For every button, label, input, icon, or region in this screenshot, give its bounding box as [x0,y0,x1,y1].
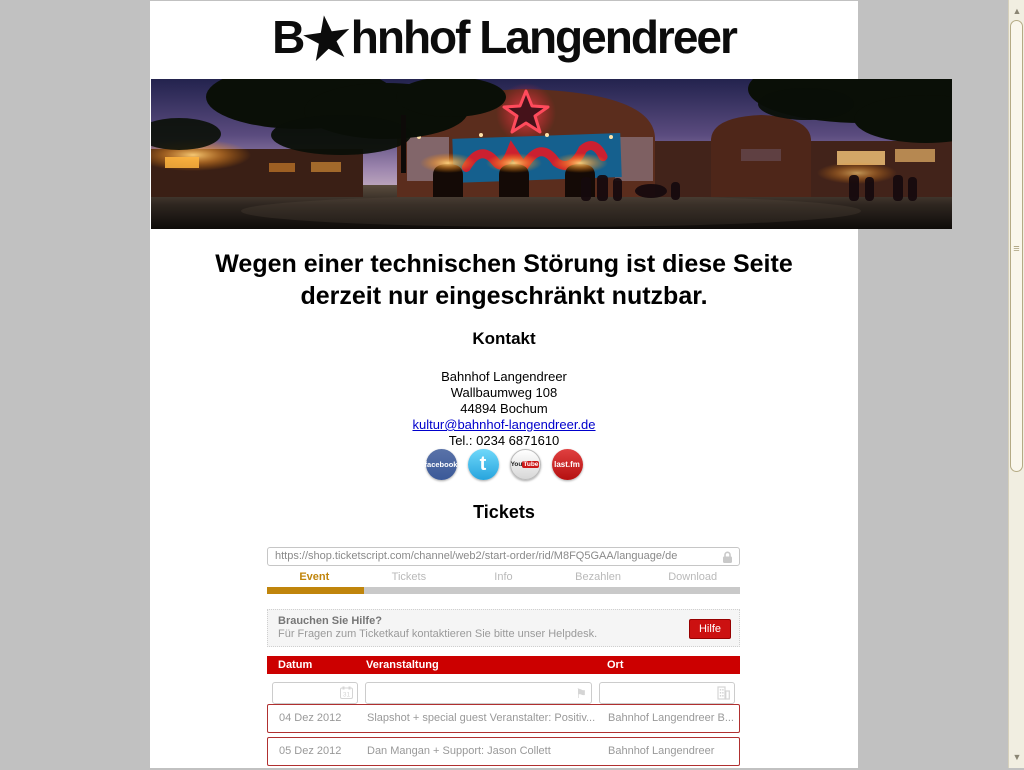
event-filter-input[interactable] [366,683,591,703]
event-row-ort: Bahnhof Langendreer B... [608,712,734,724]
calendar-icon [340,686,353,702]
facebook-icon[interactable] [426,449,457,480]
scrollbar-thumb[interactable] [1010,20,1023,472]
youtube-icon-you: You [510,461,523,468]
filter-row [267,682,740,704]
maintenance-notice [150,248,858,312]
logo-text-prefix: B [272,11,304,63]
scroll-up-icon[interactable]: ▲ [1012,6,1022,16]
help-text: Für Fragen zum Ticketkauf kontaktieren Sie bitte unser Helpdesk. [278,628,598,640]
notice-line-1: Wegen einer technischen Störung ist diese Seite [215,250,793,278]
youtube-icon[interactable] [510,449,541,480]
notice-line-2: derzeit nur eingeschränkt nutzbar. [300,282,708,310]
site-logo [150,5,858,73]
date-filter-field[interactable] [272,682,358,704]
tab-tickets[interactable]: Tickets [391,571,427,583]
lastfm-icon-label: last.fm [554,460,580,469]
logo-star-icon: ★ [299,5,355,73]
venue-street: Wallbaumweg 108 [450,385,558,400]
ort-filter-field[interactable] [599,682,735,704]
tab-bezahlen[interactable]: Bezahlen [575,571,622,583]
tab-info[interactable]: Info [494,571,513,583]
twitter-icon-glyph: t [479,453,487,475]
kontakt-heading: Kontakt [472,329,536,348]
events-table-header [267,656,740,674]
event-row-date: 04 Dez 2012 [279,712,342,724]
twitter-icon[interactable] [468,449,499,480]
logo-text-suffix: hnhof Langendreer [350,11,736,63]
step-progress-fill [267,587,364,594]
tab-download[interactable]: Download [668,571,718,583]
ticketscript-widget [267,547,740,770]
help-box [267,609,740,647]
facebook-icon-label: facebook [424,460,458,469]
event-row-title: Slapshot + special guest Veranstalter: Positiv... [367,712,596,724]
widget-url-text: https://shop.ticketscript.com/channel/web2/start-order/rid/M8FQ5GAA/language/de [275,550,678,562]
event-row-date: 05 Dez 2012 [279,745,342,757]
venue-city: 44894 Bochum [460,401,548,416]
venue-phone: Tel.: 0234 6871610 [448,433,560,448]
widget-step-tabs [267,570,740,584]
tickets-heading: Tickets [473,502,535,522]
event-filter-field[interactable] [365,682,592,704]
scroll-down-icon[interactable]: ▼ [1012,752,1022,762]
social-icons-row [150,449,858,480]
step-progress-bar [267,587,740,594]
widget-url-bar[interactable] [267,547,740,566]
svg-text:31: 31 [342,691,351,699]
event-row-ort: Bahnhof Langendreer [608,745,715,757]
header-veranstaltung: Veranstaltung [366,659,439,671]
help-title: Brauchen Sie Hilfe? [278,615,382,627]
building-icon [717,686,730,703]
venue-photo-banner [151,79,952,229]
tab-event[interactable]: Event [299,571,330,583]
venue-photo-illustration [151,79,952,229]
lastfm-icon[interactable] [552,449,583,480]
header-datum: Datum [278,659,313,671]
flag-icon: ⚑ [575,686,587,701]
hilfe-button[interactable]: Hilfe [689,619,731,639]
event-row-title: Dan Mangan + Support: Jason Collett [367,745,551,757]
youtube-icon-tube: Tube [523,461,539,468]
event-row[interactable] [267,704,740,733]
ort-filter-input[interactable] [600,683,734,703]
header-ort: Ort [607,659,624,671]
scrollbar-track[interactable] [1008,0,1024,768]
email-link[interactable]: kultur@bahnhof-langendreer.de [412,417,596,432]
address-block [150,369,858,449]
lock-icon [722,551,733,566]
scrollbar-grip-icon: ≡ [1013,243,1020,255]
venue-name: Bahnhof Langendreer [441,369,567,384]
event-row[interactable] [267,737,740,766]
